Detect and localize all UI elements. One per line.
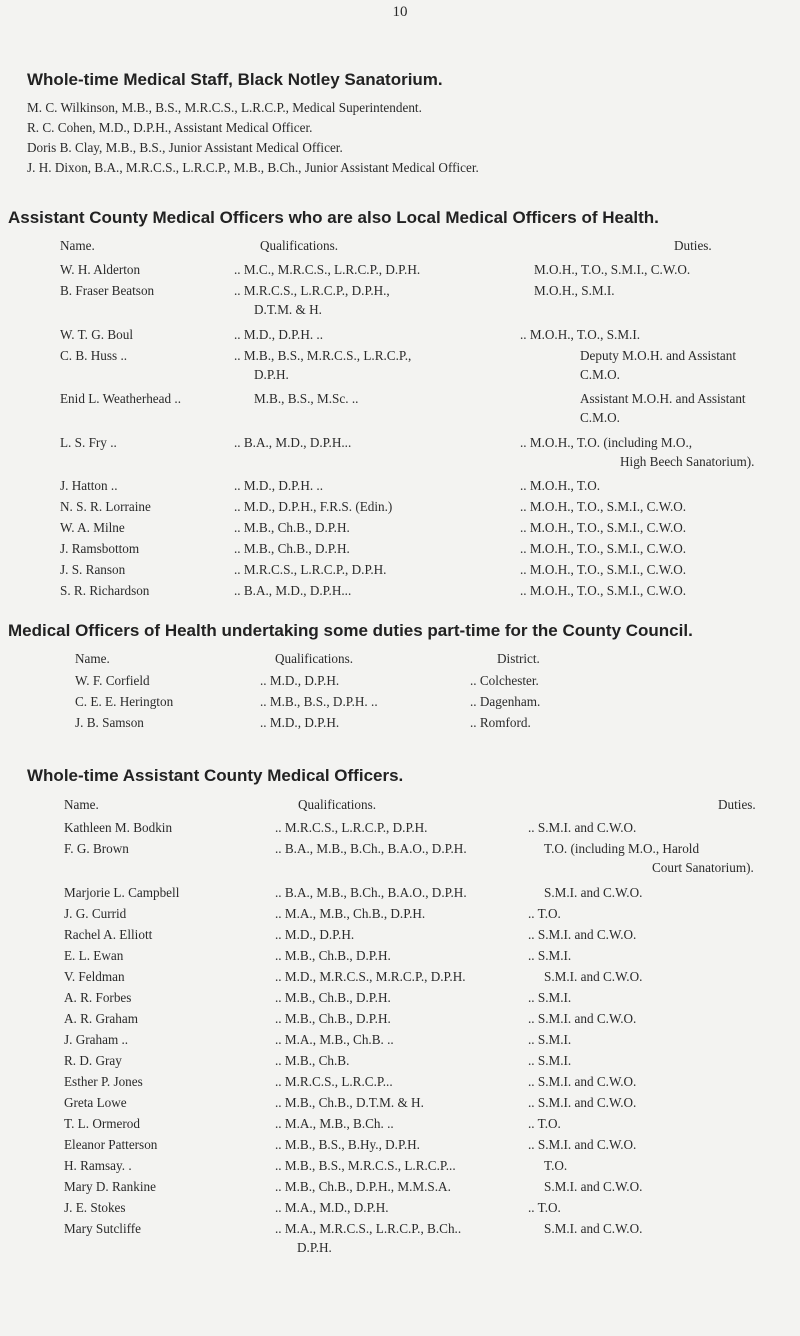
cell-district: .. Colchester. (470, 673, 539, 688)
cell-qualifications: .. M.B., Ch.B., D.P.H. (275, 1011, 391, 1026)
cell-duties: M.O.H., T.O., S.M.I., C.W.O. (534, 262, 691, 277)
section-title-acmo-lmoh: Assistant County Medical Officers who are also Local Medical Officers of Health. (8, 208, 659, 227)
cell-name: Enid L. Weatherhead .. (60, 391, 181, 406)
column-header-name: Name. (75, 651, 110, 666)
cell-qualifications: .. M.B., Ch.B., D.P.H. (234, 520, 350, 535)
cell-duties: .. S.M.I. and C.W.O. (528, 1011, 637, 1026)
cell-qualifications: .. M.A., M.B., Ch.B. .. (275, 1032, 394, 1047)
cell-duties: .. M.O.H., T.O. (including M.O., (520, 435, 693, 450)
cell-duties: .. S.M.I. and C.W.O. (528, 1074, 637, 1089)
column-header-qualifications: Qualifications. (260, 238, 339, 253)
column-header-duties: Duties. (674, 238, 712, 253)
cell-qualifications: .. M.B., B.S., B.Hy., D.P.H. (275, 1137, 420, 1152)
cell-name: E. L. Ewan (64, 948, 124, 963)
cell-qualifications: .. M.B., Ch.B., D.P.H. (234, 541, 350, 556)
cell-qualifications: .. M.A., M.B., Ch.B., D.P.H. (275, 906, 426, 921)
cell-duties: S.M.I. and C.W.O. (544, 969, 643, 984)
cell-qualifications: .. M.D., D.P.H. (260, 715, 340, 730)
cell-qualifications: .. M.C., M.R.C.S., L.R.C.P., D.P.H. (234, 262, 421, 277)
cell-name: J. Hatton .. (60, 478, 118, 493)
cell-name: J. E. Stokes (64, 1200, 126, 1215)
cell-qualifications: .. M.D., D.P.H. .. (234, 478, 324, 493)
cell-qualifications: .. M.B., B.S., M.R.C.S., L.R.C.P... (275, 1158, 456, 1173)
cell-duties: .. M.O.H., T.O., S.M.I., C.W.O. (520, 499, 687, 514)
cell-name: C. E. E. Herington (75, 694, 174, 709)
cell-qualifications: .. M.D., D.P.H. (275, 927, 355, 942)
column-header-name: Name. (60, 238, 95, 253)
cell-qualifications: .. B.A., M.D., D.P.H... (234, 435, 352, 450)
cell-duties: .. S.M.I. and C.W.O. (528, 927, 637, 942)
cell-duties: S.M.I. and C.W.O. (544, 1179, 643, 1194)
cell-name: J. Ramsbottom (60, 541, 140, 556)
cell-duties: .. S.M.I. and C.W.O. (528, 1137, 637, 1152)
cell-name: V. Feldman (64, 969, 125, 984)
staff-line: R. C. Cohen, M.D., D.P.H., Assistant Medical Officer. (27, 120, 313, 135)
cell-name: Greta Lowe (64, 1095, 127, 1110)
cell-duties: .. S.M.I. (528, 948, 572, 963)
cell-qualifications: .. M.B., B.S., D.P.H. .. (260, 694, 378, 709)
cell-qualifications: .. B.A., M.B., B.Ch., B.A.O., D.P.H. (275, 841, 467, 856)
cell-duties: M.O.H., S.M.I. (534, 283, 615, 298)
cell-qualifications: .. B.A., M.D., D.P.H... (234, 583, 352, 598)
cell-district: .. Romford. (470, 715, 531, 730)
cell-qualifications: .. B.A., M.B., B.Ch., B.A.O., D.P.H. (275, 885, 467, 900)
cell-name: Marjorie L. Campbell (64, 885, 180, 900)
cell-qualifications: .. M.D., M.R.C.S., M.R.C.P., D.P.H. (275, 969, 466, 984)
cell-qualifications: .. M.B., Ch.B., D.P.H. (275, 990, 391, 1005)
cell-name: Eleanor Patterson (64, 1137, 158, 1152)
section-title-acmo: Whole-time Assistant County Medical Officers. (27, 766, 404, 785)
cell-district: .. Dagenham. (470, 694, 541, 709)
cell-qualifications: .. M.R.C.S., L.R.C.P., D.P.H. (275, 820, 428, 835)
cell-name: F. G. Brown (64, 841, 129, 856)
cell-name: B. Fraser Beatson (60, 283, 155, 298)
cell-qualifications: .. M.R.C.S., L.R.C.P., D.P.H., (234, 283, 390, 298)
cell-qualifications: .. M.B., B.S., M.R.C.S., L.R.C.P., (234, 348, 412, 363)
staff-line: M. C. Wilkinson, M.B., B.S., M.R.C.S., L.R.C.P., Medical Superintendent. (27, 100, 422, 115)
cell-name: J. B. Samson (75, 715, 144, 730)
cell-name: Rachel A. Elliott (64, 927, 153, 942)
column-header-duties: Duties. (718, 797, 756, 812)
cell-name: J. S. Ranson (60, 562, 126, 577)
column-header-name: Name. (64, 797, 99, 812)
cell-name: W. A. Milne (60, 520, 125, 535)
cell-duties: .. S.M.I. (528, 1032, 572, 1047)
cell-qualifications: .. M.B., Ch.B., D.P.H., M.M.S.A. (275, 1179, 451, 1194)
cell-name: Mary D. Rankine (64, 1179, 156, 1194)
cell-duties-cont: C.M.O. (580, 367, 620, 382)
section-title-whole-time-staff: Whole-time Medical Staff, Black Notley Sanatorium. (27, 70, 443, 89)
cell-qualifications: .. M.B., Ch.B., D.T.M. & H. (275, 1095, 424, 1110)
cell-name: W. T. G. Boul (60, 327, 134, 342)
cell-duties: S.M.I. and C.W.O. (544, 1221, 643, 1236)
cell-qualifications-cont: D.P.H. (254, 367, 289, 382)
page-number: 10 (392, 4, 408, 20)
cell-duties: .. M.O.H., T.O., S.M.I., C.W.O. (520, 520, 687, 535)
cell-name: J. G. Currid (64, 906, 127, 921)
cell-qualifications: .. M.R.C.S., L.R.C.P... (275, 1074, 393, 1089)
cell-name: S. R. Richardson (60, 583, 150, 598)
cell-qualifications: .. M.D., D.P.H., F.R.S. (Edin.) (234, 499, 393, 514)
cell-duties: .. M.O.H., T.O., S.M.I. (520, 327, 641, 342)
cell-duties: .. M.O.H., T.O., S.M.I., C.W.O. (520, 583, 687, 598)
staff-line: J. H. Dixon, B.A., M.R.C.S., L.R.C.P., M.B., B.Ch., Junior Assistant Medical Officer. (27, 160, 479, 175)
cell-duties: .. M.O.H., T.O., S.M.I., C.W.O. (520, 541, 687, 556)
cell-duties-cont: High Beech Sanatorium). (620, 454, 755, 469)
cell-duties: .. S.M.I. (528, 990, 572, 1005)
cell-name: C. B. Huss .. (60, 348, 128, 363)
cell-duties: .. T.O. (528, 1116, 561, 1131)
cell-duties: Assistant M.O.H. and Assistant (580, 391, 746, 406)
cell-qualifications: .. M.D., D.P.H. (260, 673, 340, 688)
cell-duties-cont: C.M.O. (580, 410, 620, 425)
cell-name: A. R. Forbes (64, 990, 132, 1005)
cell-duties: .. M.O.H., T.O. (520, 478, 601, 493)
cell-qualifications: .. M.A., M.B., B.Ch. .. (275, 1116, 394, 1131)
cell-name: A. R. Graham (64, 1011, 138, 1026)
column-header-district: District. (497, 651, 540, 666)
cell-qualifications-cont: D.T.M. & H. (254, 302, 322, 317)
cell-duties: .. T.O. (528, 906, 561, 921)
cell-qualifications: .. M.A., M.R.C.S., L.R.C.P., B.Ch.. (275, 1221, 462, 1236)
cell-name: H. Ramsay. . (64, 1158, 132, 1173)
cell-name: Mary Sutcliffe (64, 1221, 142, 1236)
cell-name: W. F. Corfield (75, 673, 150, 688)
cell-qualifications: M.B., B.S., M.Sc. .. (254, 391, 359, 406)
cell-duties-cont: Court Sanatorium). (652, 860, 754, 875)
cell-name: R. D. Gray (64, 1053, 122, 1068)
cell-name: Kathleen M. Bodkin (64, 820, 173, 835)
cell-qualifications: .. M.D., D.P.H. .. (234, 327, 324, 342)
column-header-qualifications: Qualifications. (298, 797, 377, 812)
cell-duties: .. M.O.H., T.O., S.M.I., C.W.O. (520, 562, 687, 577)
cell-duties: T.O. (including M.O., Harold (544, 841, 700, 856)
cell-name: N. S. R. Lorraine (60, 499, 151, 514)
cell-duties: .. T.O. (528, 1200, 561, 1215)
cell-qualifications: .. M.R.C.S., L.R.C.P., D.P.H. (234, 562, 387, 577)
section-title-part-time: Medical Officers of Health undertaking some duties part-time for the County Council. (8, 621, 693, 640)
cell-name: L. S. Fry .. (60, 435, 117, 450)
cell-name: W. H. Alderton (60, 262, 141, 277)
cell-name: Esther P. Jones (64, 1074, 143, 1089)
cell-name: J. Graham .. (64, 1032, 129, 1047)
cell-duties: T.O. (544, 1158, 568, 1173)
cell-qualifications: .. M.B., Ch.B., D.P.H. (275, 948, 391, 963)
cell-qualifications: .. M.A., M.D., D.P.H. (275, 1200, 389, 1215)
cell-qualifications-cont: D.P.H. (297, 1240, 332, 1255)
cell-qualifications: .. M.B., Ch.B. (275, 1053, 350, 1068)
cell-name: T. L. Ormerod (64, 1116, 140, 1131)
cell-duties: Deputy M.O.H. and Assistant (580, 348, 737, 363)
cell-duties: S.M.I. and C.W.O. (544, 885, 643, 900)
staff-line: Doris B. Clay, M.B., B.S., Junior Assistant Medical Officer. (27, 140, 343, 155)
cell-duties: .. S.M.I. and C.W.O. (528, 1095, 637, 1110)
cell-duties: .. S.M.I. (528, 1053, 572, 1068)
column-header-qualifications: Qualifications. (275, 651, 354, 666)
cell-duties: .. S.M.I. and C.W.O. (528, 820, 637, 835)
